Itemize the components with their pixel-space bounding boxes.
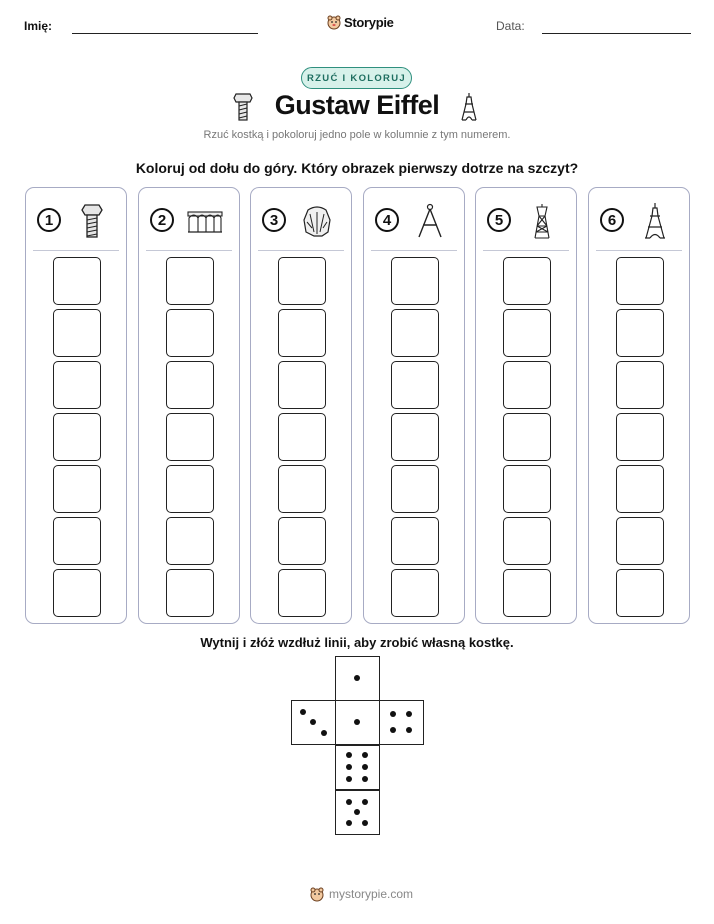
dice-pip [346,799,352,805]
column-divider [371,250,457,251]
column-header [139,188,239,250]
dice-pip [354,719,360,725]
color-cell[interactable] [53,413,101,461]
dice-pip [390,727,396,733]
dice-pip [362,799,368,805]
dice-pip [354,809,360,815]
color-cell[interactable] [53,309,101,357]
color-cell[interactable] [503,413,551,461]
color-cell[interactable] [391,361,439,409]
color-cell[interactable] [166,569,214,617]
color-cell[interactable] [616,361,664,409]
dice-face-4 [379,700,424,745]
footer [309,886,413,902]
column-header [364,188,464,250]
color-cell[interactable] [53,465,101,513]
dice-pip [406,727,412,733]
column-divider [258,250,344,251]
dice-pip [362,764,368,770]
color-cell[interactable] [166,309,214,357]
color-cell[interactable] [278,257,326,305]
color-cell[interactable] [616,517,664,565]
dice-pip [406,711,412,717]
date-label: Data: [496,19,525,33]
color-cell[interactable] [616,309,664,357]
color-cell[interactable] [503,309,551,357]
dice-face-6 [335,745,380,790]
color-cell[interactable] [278,465,326,513]
dice-pip [346,764,352,770]
color-cell[interactable] [391,569,439,617]
column-header [26,188,126,250]
color-cell[interactable] [503,517,551,565]
color-cell[interactable] [391,465,439,513]
color-cell[interactable] [278,309,326,357]
color-cell[interactable] [53,517,101,565]
color-cell[interactable] [166,361,214,409]
instruction: Koloruj od dołu do góry. Który obrazek pierwszy dotrze na szczyt? [135,160,579,176]
dice-pip [346,752,352,758]
column-3 [250,187,352,624]
column-number: 6 [600,208,624,232]
color-cell[interactable] [616,257,664,305]
dice-face-3 [291,700,336,745]
column-number: 4 [375,208,399,232]
date-field-line[interactable] [542,33,691,34]
column-header [251,188,351,250]
column-divider [146,250,232,251]
column-1 [25,187,127,624]
dice-face-1 [335,656,380,701]
page-title-wrap [0,90,714,121]
color-cell[interactable] [166,257,214,305]
color-cell[interactable] [166,517,214,565]
color-cell[interactable] [616,569,664,617]
column-number: 2 [150,208,174,232]
brand-name: Storypie [344,14,394,30]
color-cell[interactable] [166,465,214,513]
dice-pip [321,730,327,736]
brand-logo [326,14,394,30]
color-cell[interactable] [503,465,551,513]
footer-url: mystorypie.com [329,887,414,901]
column-2 [138,187,240,624]
page-title: Gustaw Eiffel [274,90,440,120]
dice-pip [346,776,352,782]
color-cell[interactable] [53,257,101,305]
column-number: 1 [37,208,61,232]
color-cell[interactable] [616,465,664,513]
column-divider [483,250,569,251]
column-number: 5 [487,208,511,232]
dice-pip [390,711,396,717]
color-cell[interactable] [53,569,101,617]
dice-face-5 [335,790,380,835]
column-5 [475,187,577,624]
drafting-compass-icon [411,202,449,240]
column-divider [33,250,119,251]
cut-instruction: Wytnij i złóż wzdłuż linii, aby zrobić własną kostkę. [200,635,514,650]
lattice-pylon-icon [523,202,561,240]
statue-drapery-icon [298,202,336,240]
dice-face-1 [335,700,380,745]
dice-pip [310,719,316,725]
dice-pip [362,820,368,826]
color-cell[interactable] [503,361,551,409]
color-cell[interactable] [278,569,326,617]
name-field-line[interactable] [72,33,258,34]
color-cell[interactable] [278,517,326,565]
color-cell[interactable] [391,517,439,565]
dice-pip [300,709,306,715]
subtitle: Rzuć kostką i pokoloruj jedno pole w kolumnie z tym numerem. [203,129,511,141]
column-header [589,188,689,250]
eiffel-tower-icon [458,92,480,122]
column-number: 3 [262,208,286,232]
dice-pip [362,776,368,782]
color-cell[interactable] [503,257,551,305]
bridge-viaduct-icon [186,202,224,240]
color-cell[interactable] [53,361,101,409]
color-cell[interactable] [616,413,664,461]
column-divider [596,250,682,251]
column-6 [588,187,690,624]
color-cell[interactable] [391,309,439,357]
color-cell[interactable] [166,413,214,461]
name-label: Imię: [24,19,53,33]
column-4 [363,187,465,624]
bolt-icon [73,202,111,240]
storypie-mascot-icon [309,886,325,902]
storypie-mascot-icon [326,14,342,30]
dice-pip [354,675,360,681]
color-cell[interactable] [503,569,551,617]
activity-badge: RZUĆ I KOLORUJ [301,67,412,89]
color-cell[interactable] [278,413,326,461]
color-cell[interactable] [391,413,439,461]
column-header [476,188,576,250]
dice-pip [362,752,368,758]
color-cell[interactable] [278,361,326,409]
eiffel-tower-icon [636,202,674,240]
color-cell[interactable] [391,257,439,305]
dice-pip [346,820,352,826]
